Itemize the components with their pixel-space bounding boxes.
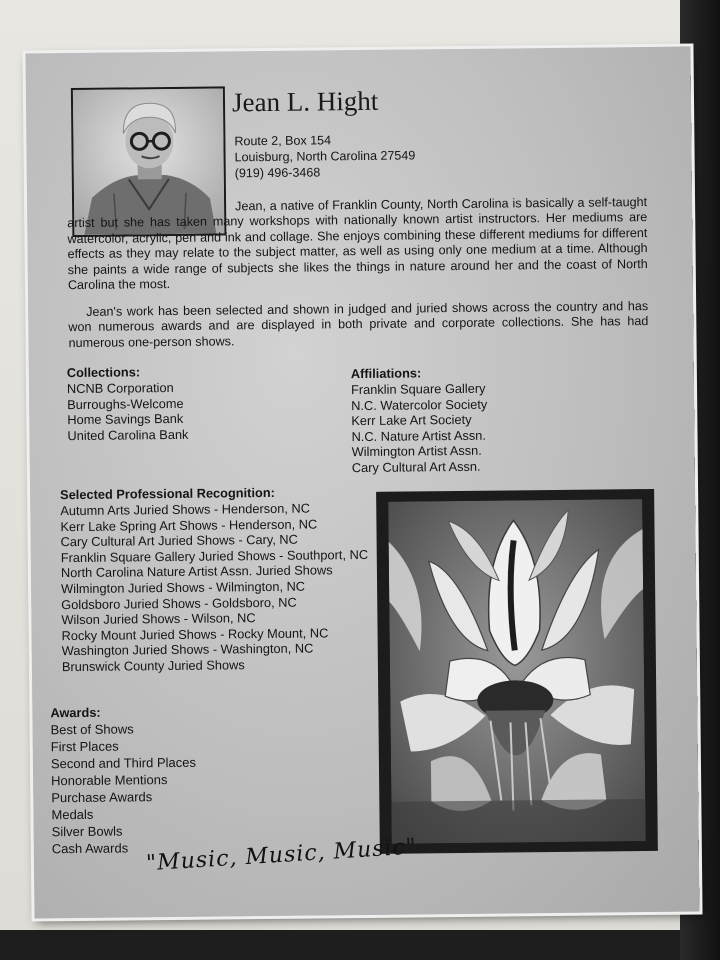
collections-section: [67, 364, 189, 444]
list-item: Wilmington Juried Shows - Wilmington, NC: [61, 578, 306, 597]
list-item: Kerr Lake Art Society: [351, 412, 472, 429]
list-item: Home Savings Bank: [67, 411, 184, 428]
list-item: Franklin Square Gallery: [350, 380, 486, 398]
list-item: N.C. Watercolor Society: [351, 396, 488, 413]
list-item: Burroughs-Welcome: [67, 395, 184, 412]
collections-list: [67, 380, 189, 444]
list-item: Franklin Square Gallery Juried Shows - Southport, NC: [60, 546, 369, 565]
list-item: Goldsboro Juried Shows - Goldsboro, NC: [61, 594, 297, 612]
affiliations-list: [351, 381, 488, 476]
list-item: NCNB Corporation: [66, 379, 174, 397]
list-item: Medals: [51, 806, 94, 823]
list-item: Kerr Lake Spring Art Shows - Henderson, NC: [60, 516, 318, 534]
affiliations-section: [351, 365, 488, 476]
address-line-phone: (919) 496-3468: [234, 165, 321, 181]
list-item: First Places: [50, 738, 119, 755]
list-item: Brunswick County Juried Shows: [61, 657, 245, 675]
list-item: Washington Juried Shows - Washington, NC: [61, 640, 314, 659]
awards-list: [50, 720, 196, 858]
list-item: Autumn Arts Juried Shows - Henderson, NC: [60, 500, 310, 519]
address-line-city: Louisburg, North Carolina 27549: [234, 148, 416, 165]
recognition-title: Selected Professional Recognition:: [60, 484, 275, 503]
magnolia-painting: [376, 489, 658, 854]
list-item: Wilmington Artist Assn.: [351, 443, 482, 460]
contact-address: [234, 131, 415, 181]
list-item: N.C. Nature Artist Assn.: [351, 427, 487, 444]
affiliations-title: Affiliations:: [350, 365, 422, 382]
list-item: Cary Cultural Art Juried Shows - Cary, NC: [60, 531, 298, 550]
list-item: North Carolina Nature Artist Assn. Juried Shows: [60, 562, 333, 581]
list-item: Rocky Mount Juried Shows - Rocky Mount, NC: [61, 625, 329, 643]
artist-name: Jean L. Hight: [231, 85, 379, 118]
bio-paragraph-2: Jean's work has been selected and shown in judged and juried shows across the country and has won numerous awards and are displayed in both private and corporate collections. She has had numerous one-person shows.: [68, 298, 649, 350]
awards-section: [50, 704, 197, 858]
painting-caption-signature: "Music, Music, Music": [145, 834, 418, 877]
list-item: United Carolina Bank: [67, 426, 189, 443]
list-item: Wilson Juried Shows - Wilson, NC: [61, 610, 256, 628]
resume-page: [25, 47, 699, 919]
list-item: Silver Bowls: [51, 823, 123, 840]
list-item: Best of Shows: [50, 721, 134, 738]
address-line-street: Route 2, Box 154: [234, 133, 332, 149]
collections-title: Collections:: [66, 364, 141, 381]
list-item: Cary Cultural Art Assn.: [351, 458, 481, 476]
recognition-section: [60, 484, 369, 675]
list-item: Second and Third Places: [50, 754, 197, 772]
recognition-list: [60, 500, 369, 675]
list-item: Cash Awards: [51, 840, 129, 857]
list-item: Honorable Mentions: [51, 772, 168, 789]
awards-title: Awards:: [50, 704, 101, 721]
list-item: Purchase Awards: [51, 789, 153, 806]
bio-paragraph-1: Jean, a native of Franklin County, North Carolina is basically a self-taught artist but she has taken many workshops with nationally known artist instructors. Her mediums are watercolor, acrylic, pen and ink and collage. She enjoys combining these different mediums for different effects as they may relate to the subject matter, as well as using only one medium at a time. Although she paints a wide range of subjects she likes the things in nature around her and the coast of North Carolina the most.: [67, 195, 648, 293]
